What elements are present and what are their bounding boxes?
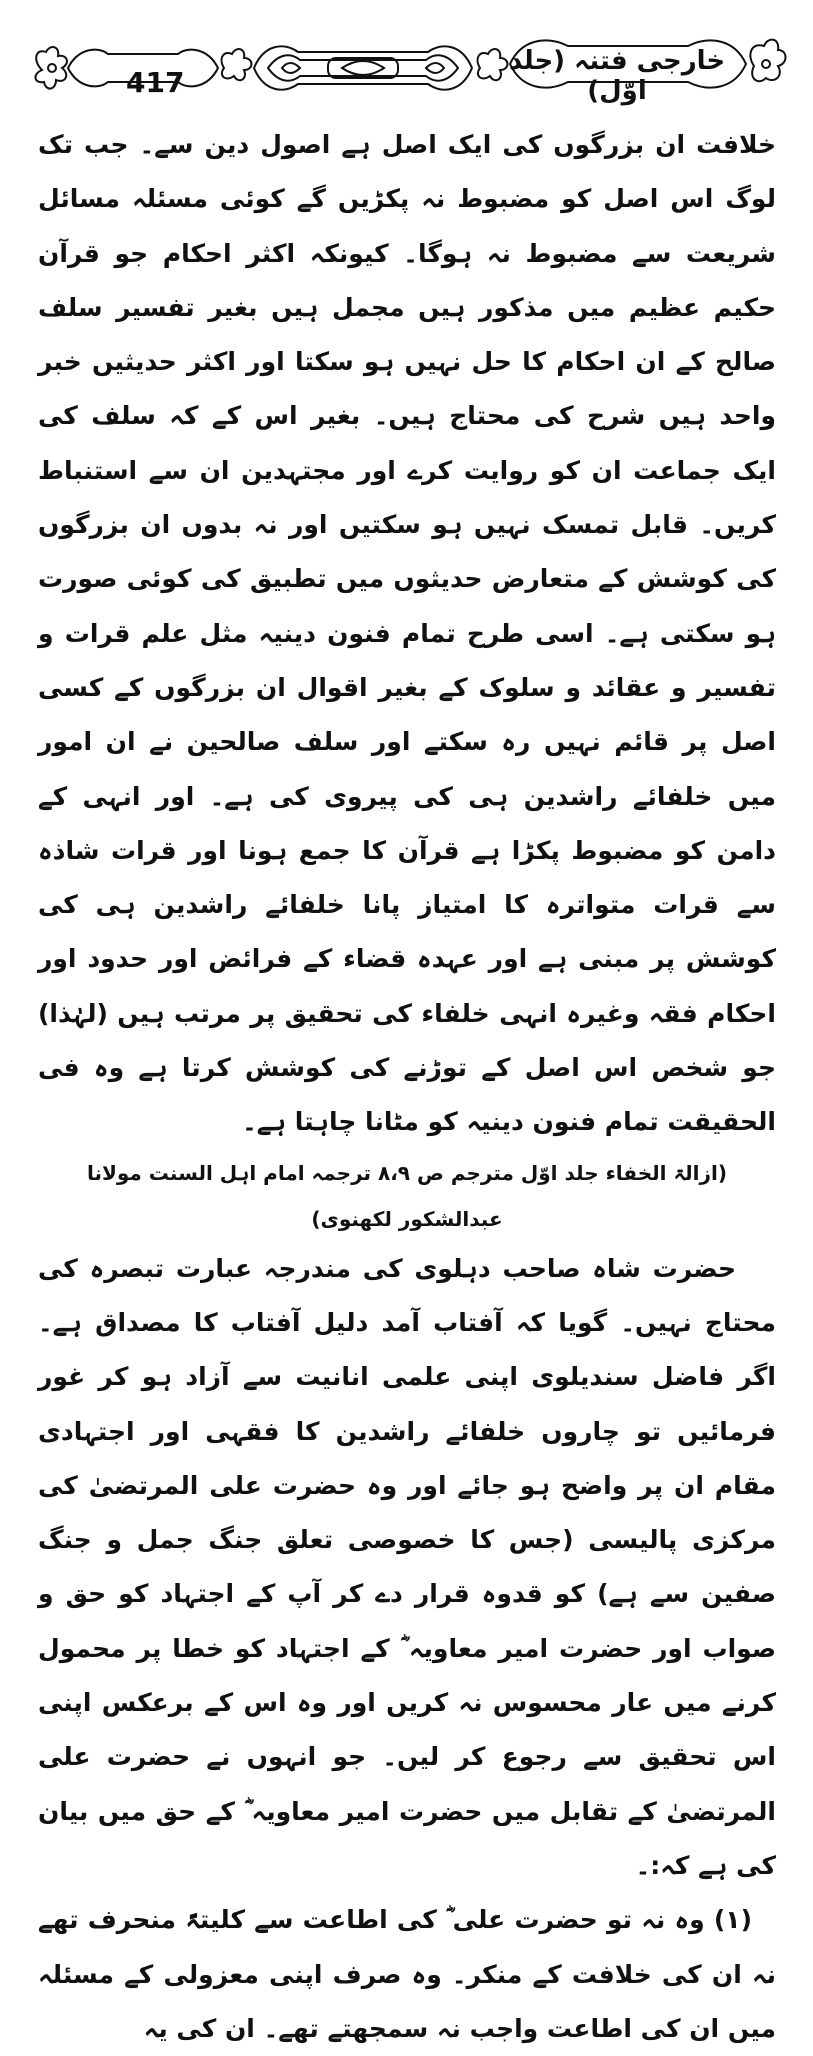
page-header [28, 18, 788, 106]
citation: (ازالۃ الخفاء جلد اوّل مترجم ص ۸،۹ ترجمہ امام اہل السنت مولانا عبدالشکور لکھنوی) [86, 1160, 728, 1231]
running-title: خارجی فتنہ (جلد اوّل) [508, 46, 726, 106]
paragraph-quote: خلافت ان بزرگوں کی ایک اصل ہے اصول دین سے۔ جب تک لوگ اس اصل کو مضبوط نہ پکڑیں گے کوئی مسئلہ مسائل شریعت سے مضبوط نہ ہوگا۔ کیونکہ اکثر احکام جو قرآن حکیم عظیم میں مذکور ہیں مجمل ہیں بغیر تفسیر سلف صالح کے ان احکام کا حل نہیں ہو سکتا اور اکثر حدیثیں خبر واحد ہیں شرح کی محتاج ہیں۔ بغیر اس کے کہ سلف کی ایک جماعت ان کو روایت کرے اور مجتہدین ان سے استنباط کریں۔ قابل تمسک نہیں ہو سکتیں اور نہ بدوں ان بزرگوں کی کوشش کے متعارض حدیثوں میں تطبیق کی کوئی صورت ہو سکتی ہے۔ اسی طرح تمام فنون دینیہ مثل علم قرات و تفسیر و عقائد و سلوک کے بغیر اقوال ان بزرگوں کے کسی اصل پر قائم نہیں رہ سکتے اور سلف صالحین نے ان امور میں خلفائے راشدین ہی کی پیروی کی ہے۔ اور انہی کے دامن کو مضبوط پکڑا ہے قرآن کا جمع ہونا اور قرات شاذہ سے قرات متواترہ کا امتیاز پانا خلفائے راشدین ہی کی کوشش پر مبنی ہے اور عہدہ قضاء کے فرائض اور حدود اور احکام فقہ وغیرہ انہی خلفاء کی تحقیق پر مرتب ہیں (لہٰذا) جو شخص اس اصل کے توڑنے کی کوشش کرتا ہے وہ فی الحقیقت تمام فنون دینیہ کو مٹانا چاہتا ہے۔ [38, 130, 776, 1137]
page-number: 417 [126, 66, 185, 99]
paragraph-commentary: حضرت شاہ صاحب دہلوی کی مندرجہ عبارت تبصرہ کی محتاج نہیں۔ گویا کہ آفتاب آمد دلیل آفتاب کا مصداق ہے۔ اگر فاضل سندیلوی اپنی علمی انانیت سے آزاد ہو کر غور فرمائیں تو چاروں خلفائے راشدین کا فقہی اور اجتہادی مقام ان پر واضح ہو جائے اور وہ حضرت علی المرتضیٰ کی مرکزی پالیسی (جس کا خصوصی تعلق جنگ جمل و جنگ صفین سے ہے) کو قدوہ قرار دے کر آپ کے اجتہاد کو حق و صواب اور حضرت امیر معاویہ ؓ کے اجتہاد کو خطا پر محمول کرنے میں عار محسوس نہ کریں اور وہ اس کے برعکس اپنی اس تحقیق سے رجوع کر لیں۔ جو انہوں نے حضرت علی المرتضیٰ کے تقابل میں حضرت امیر معاویہ ؓ کے حق میں بیان کی ہے کہ:۔ [38, 1253, 776, 1880]
numbered-point: (۱) وہ نہ تو حضرت علی ؓ کی اطاعت سے کلیتہً منحرف تھے نہ ان کی خلافت کے منکر۔ وہ صرف اپنی معزولی کے مسئلہ میں ان کی اطاعت واجب نہ سمجھتے تھے۔ ان کی یہ [38, 1905, 776, 2043]
page-body [38, 118, 776, 2056]
